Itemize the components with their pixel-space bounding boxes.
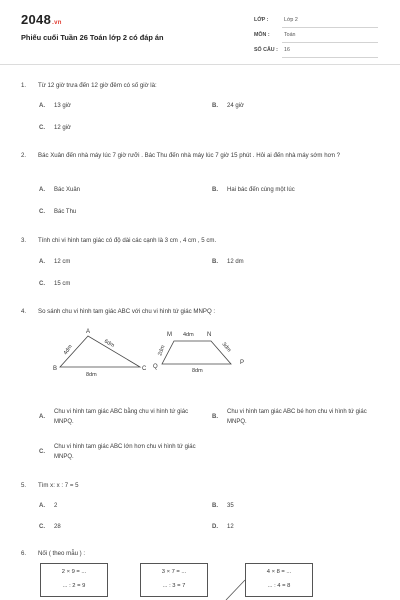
option-letter: B.	[212, 259, 218, 265]
option-text: Bác Xuân	[54, 187, 81, 193]
question-number: 6.	[21, 550, 27, 557]
question-number: 5.	[21, 482, 27, 489]
option-text: 12 giờ	[54, 125, 71, 131]
count-label: SỐ CÂU :	[254, 47, 278, 53]
class-value: Lớp 2	[284, 17, 298, 23]
logo-text: 2048	[21, 12, 52, 27]
question-text: So sánh chu vi hình tam giác ABC với chu vi hình tứ giác MNPQ :	[38, 308, 216, 315]
match-box-expression: 4 × 8 = ...	[266, 569, 292, 575]
vertex-a: A	[86, 329, 91, 335]
vertex-n: N	[207, 332, 212, 338]
question-text: Tìm x: x : 7 = 5	[38, 482, 79, 489]
vertex-q: Q	[153, 364, 158, 370]
option-letter: A.	[39, 103, 45, 109]
question-number: 2.	[21, 152, 27, 159]
option-text: Chu vi hình tam giác ABC lớn hơn chu vi hình tứ giác MNPQ.	[54, 444, 196, 460]
question-text: Nối ( theo mẫu ) :	[38, 550, 86, 557]
option-text: Chu vi hình tam giác ABC bằng chu vi hình tứ giác MNPQ.	[54, 409, 189, 425]
match-box-expression: 2 × 9 = ...	[61, 569, 87, 575]
option-text: 12 dm	[227, 259, 244, 265]
option-letter: A.	[39, 259, 45, 265]
option-letter: B.	[212, 414, 218, 420]
match-box-equation: ... : 4 = 8	[267, 583, 291, 589]
vertex-m: M	[167, 332, 172, 338]
option-letter: C.	[39, 281, 45, 287]
option-letter: B.	[212, 103, 218, 109]
match-box-equation: ... : 2 = 9	[62, 583, 86, 589]
question-text: Tính chi vi hình tam giác có độ dài các cạnh là 3 cm , 4 cm , 5 cm.	[38, 237, 217, 244]
question-number: 1.	[21, 82, 27, 89]
option-letter: B.	[212, 503, 218, 509]
vertex-c: C	[142, 366, 147, 372]
option-text: 12 cm	[54, 259, 71, 265]
document-title: Phiếu cuối Tuần 26 Toán lớp 2 có đáp án	[21, 33, 164, 42]
option-text: 2	[54, 503, 58, 509]
option-text: 28	[54, 524, 61, 530]
side-qp-label: 8dm	[192, 368, 203, 374]
option-letter: A.	[39, 414, 45, 420]
option-letter: D.	[212, 524, 218, 530]
side-ac-label: 6dm	[103, 338, 116, 350]
question-text: Từ 12 giờ trưa đến 12 giờ đêm có số giờ là:	[38, 82, 157, 89]
option-letter: A.	[39, 187, 45, 193]
side-mn-label: 4dm	[183, 332, 194, 338]
count-value: 16	[284, 47, 290, 53]
option-letter: B.	[212, 187, 218, 193]
side-qm-label: 2dm	[157, 344, 167, 357]
side-bc-label: 8dm	[86, 372, 97, 378]
subject-label: MÔN :	[254, 32, 270, 38]
option-text: 12	[227, 524, 234, 530]
option-text: Bác Thu	[54, 209, 77, 215]
option-text: Chu vi hình tam giác ABC bé hơn chu vi hình tứ giác MNPQ.	[227, 409, 367, 425]
option-letter: C.	[39, 449, 45, 455]
vertex-p: P	[240, 360, 245, 366]
option-text: 13 giờ	[54, 103, 71, 109]
logo-suffix: .vn	[52, 20, 62, 26]
class-label: LỚP :	[254, 17, 269, 23]
option-text: Hai bác đến cùng một lúc	[227, 187, 295, 193]
side-ab-label: 4dm	[62, 343, 74, 357]
option-letter: C.	[39, 209, 45, 215]
vertex-b: B	[53, 366, 58, 372]
option-text: 35	[227, 503, 234, 509]
option-text: 15 cm	[54, 281, 71, 287]
option-text: 24 giờ	[227, 103, 244, 109]
subject-value: Toán	[284, 32, 296, 38]
option-letter: C.	[39, 125, 45, 131]
option-letter: C.	[39, 524, 45, 530]
question-number: 4.	[21, 308, 27, 315]
option-letter: A.	[39, 503, 45, 509]
side-np-label: 3dm	[220, 341, 232, 354]
question-text: Bác Xuân đến nhà máy lúc 7 giờ rưỡi . Bác Thu đến nhà máy lúc 7 giờ 15 phút . Hỏi ai đến nhà máy sớm hơn ?	[38, 152, 341, 159]
question-number: 3.	[21, 237, 27, 244]
match-box-expression: 3 × 7 = ...	[161, 569, 187, 575]
match-box-equation: ... : 3 = 7	[162, 583, 186, 589]
